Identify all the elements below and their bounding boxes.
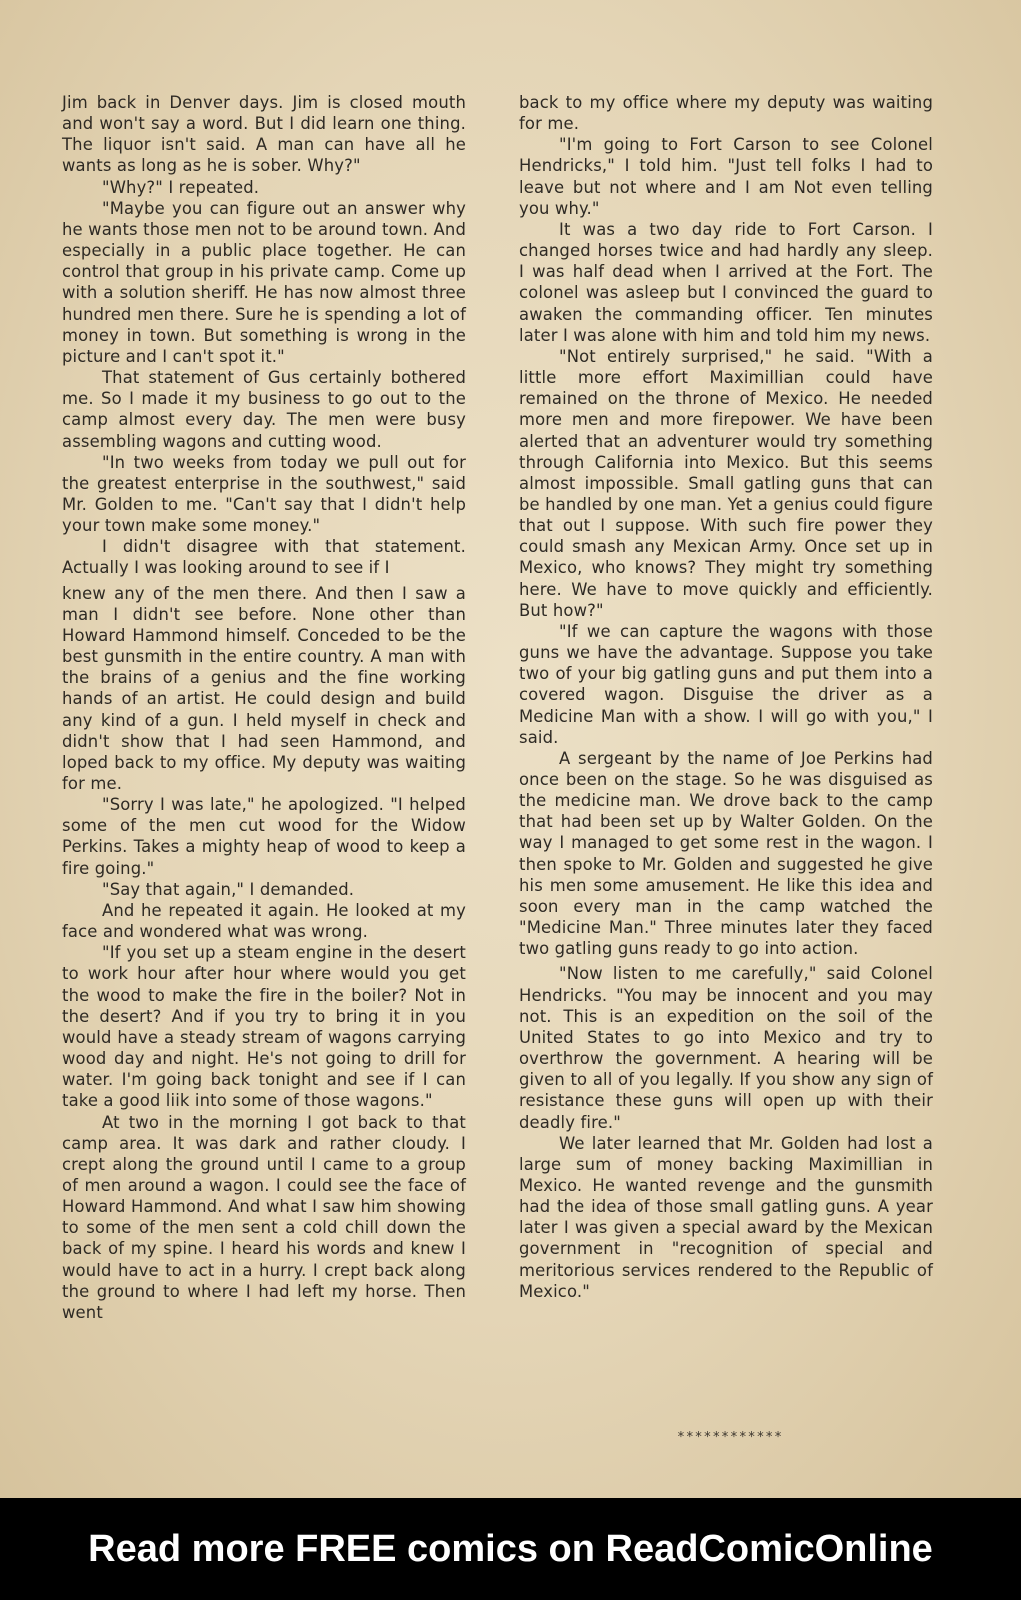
paragraph: It was a two day ride to Fort Carson. I changed horses twice and had hardly any sleep. I was half dead when I arrived at the Fort. The colonel was asleep but I convinced the guard to awaken the commanding officer. Ten minutes later I was alone with him and told him my news. (519, 219, 933, 345)
left-text-column (62, 92, 466, 1323)
paragraph: "Say that again," I demanded. (102, 879, 355, 899)
paragraph: knew any of the men there. And then I saw a man I didn't see before. None other than Howard Hammond himself. Conceded to be the best gunsmith in the entire country. A man with the brains of a genius and the fine working hands of an artist. He could design and build any kind of a gun. I held myself in check and didn't show that I had seen Hammond, and loped back to my office. My deputy was waiting for me. (62, 583, 466, 793)
paragraph: "If we can capture the wagons with those guns we have the advantage. Suppose you take two of your big gatling guns and put them into a covered wagon. Disguise the driver as a Medicine Man with a show. I will go with you," I said. (519, 621, 933, 747)
paragraph: "Not entirely surprised," he said. "With a little more effort Maximillian could have remained on the throne of Mexico. He needed more men and more firepower. We have been alerted that an adventurer would try something through California into Mexico. But this seems almost impossible. Small gatling guns that can be handled by one man. Yet a genius could figure that out I suppose. With such fire power they could smash any Mexican Army. Once set up in Mexico, who knows? They might try something here. We have to move quickly and efficiently. But how?" (519, 346, 933, 620)
paragraph: "Sorry I was late," he apologized. "I helped some of the men cut wood for the Widow Perkins. Takes a mighty heap of wood to keep a fire going." (62, 795, 466, 878)
paragraph: "If you set up a steam engine in the desert to work hour after hour where would you get the wood to make the fire in the boiler? Not in the desert? And if you try to bring it in you would have a steady stream of wagons carrying wood day and night. He's not going to drill for water. I'm going back tonight and see if I can take a good liik into some of those wagons." (62, 943, 466, 1111)
paragraph: "Maybe you can figure out an answer why he wants those men not to be around town. And especially in a public place together. He can control that group in his private camp. Come up with a solution sheriff. He has now almost three hundred men there. Sure he is spending a lot of money in town. But something is wrong in the picture and I can't spot it." (62, 198, 466, 366)
paragraph: That statement of Gus certainly bothered me. So I made it my business to go out to the camp almost every day. The men were busy assembling wagons and cutting wood. (62, 368, 466, 451)
paragraph: back to my office where my deputy was waiting for me. (519, 93, 933, 134)
paragraph: "Now listen to me carefully," said Colonel Hendricks. "You may be innocent and you may not. This is an expedition on the soil of the United States to go into Mexico and try to overthrow the government. A hearing will be given to all of you legally. If you show any sign of resistance these guns will open up with their deadly fire." (519, 964, 933, 1132)
paragraph: A sergeant by the name of Joe Perkins had once been on the stage. So he was disguised as the medicine man. We drove back to the camp that had been set up by Walter Golden. On the way I managed to get some rest in the wagon. I then spoke to Mr. Golden and suggested he give his men some amusement. He like this idea and soon every man in the camp watched the "Medicine Man." Three minutes later they faced two gatling guns ready to go into action. (519, 748, 933, 959)
paragraph: "I'm going to Fort Carson to see Colonel Hendricks," I told him. "Just tell folks I had to leave but not where and I am Not even telling you why." (519, 135, 933, 218)
paragraph: At two in the morning I got back to that camp area. It was dark and rather cloudy. I crept along the ground until I came to a group of men around a wagon. I could see the face of Howard Hammond. And what I saw him showing to some of the men sent a cold chill down the back of my spine. I heard his words and knew I would have to act in a hurry. I crept back along the ground to where I had left my horse. Then went (62, 1112, 466, 1322)
paragraph: Jim back in Denver days. Jim is closed mouth and won't say a word. But I did learn one thing. The liquor isn't said. A man can have all he wants as long as he is sober. Why?" (62, 93, 466, 176)
promo-banner[interactable]: Read more FREE comics on ReadComicOnline (0, 1498, 1021, 1600)
paragraph: We later learned that Mr. Golden had lost a large sum of money backing Maximillian in Mexico. He wanted revenge and the gunsmith had the idea of those small gatling guns. A year later I was given a special award by the Mexican government in "recognition of special and meritorious services rendered to the Republic of Mexico." (519, 1133, 933, 1301)
right-text-column (519, 92, 933, 1302)
end-of-story-mark: ************ (677, 1430, 783, 1445)
paragraph: I didn't disagree with that statement. Actually I was looking around to see if I (62, 537, 466, 578)
paragraph: And he repeated it again. He looked at my face and wondered what was wrong. (62, 900, 466, 942)
paragraph: "In two weeks from today we pull out for the greatest enterprise in the southwest," said Mr. Golden to me. "Can't say that I didn't help your town make some money." (62, 452, 466, 536)
paragraph: "Why?" I repeated. (102, 177, 260, 197)
